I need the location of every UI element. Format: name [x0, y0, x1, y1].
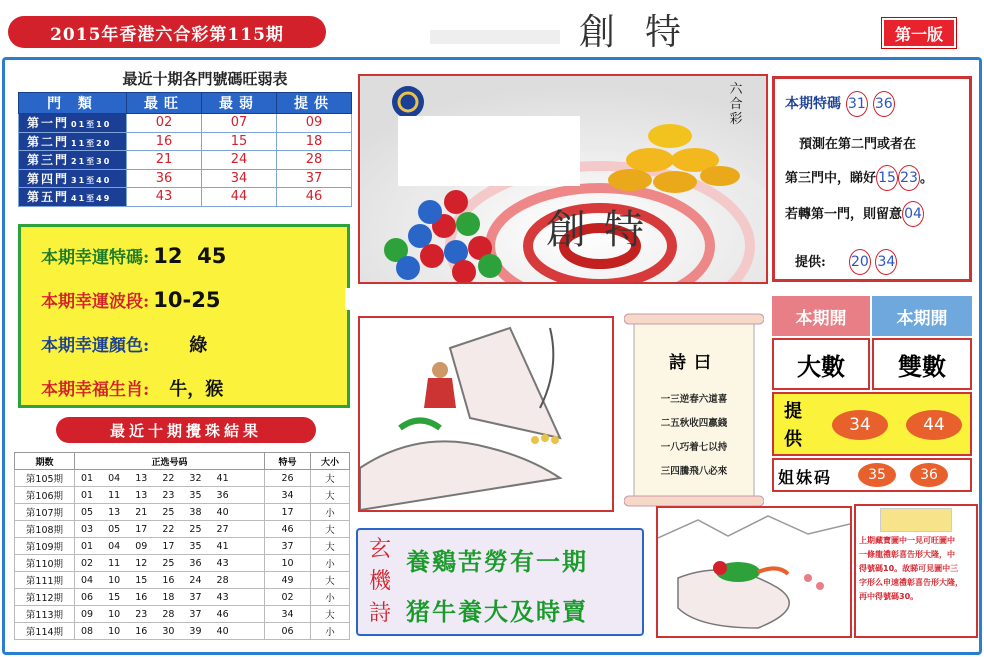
special-cell: 49	[265, 572, 311, 589]
numbers-cell: 08 10 16 30 39 40	[75, 623, 265, 640]
poem-line: 一三逆春六道喜	[660, 394, 728, 405]
period-cell: 第105期	[15, 470, 75, 487]
hot-cold-row	[19, 132, 352, 151]
special-cell: 10	[265, 555, 311, 572]
table-row	[15, 555, 350, 572]
col-header: 門 類	[19, 93, 127, 114]
period-cell: 第106期	[15, 487, 75, 504]
numbers-cell: 05 13 21 25 38 40	[75, 504, 265, 521]
offer-value: 09	[277, 114, 352, 133]
lucky-color-value: 綠	[189, 335, 208, 356]
offer-number: 34	[832, 410, 888, 440]
poster-image	[358, 74, 768, 284]
prediction-number: 04	[902, 201, 924, 227]
numbers-cell: 04 10 15 16 24 28	[75, 572, 265, 589]
period-cell: 第111期	[15, 572, 75, 589]
size-cell: 小	[311, 504, 350, 521]
period-cell: 第114期	[15, 623, 75, 640]
hot-cold-row	[19, 114, 352, 133]
cold-value: 44	[202, 188, 277, 207]
hot-value: 43	[127, 188, 202, 207]
issue-title: 2015年香港六合彩第115期	[8, 16, 326, 48]
size-cell: 大	[311, 572, 350, 589]
lucky-special-value: 12 45	[153, 244, 227, 268]
hot-value: 36	[127, 169, 202, 188]
numbers-cell: 01 04 09 17 35 41	[75, 538, 265, 555]
results-title: 最近十期攪珠結果	[56, 417, 316, 443]
double-number-label: 雙數	[872, 338, 972, 390]
door-label: 第四門 31至40	[19, 169, 127, 188]
col-header: 最旺	[127, 93, 202, 114]
prediction-line: 第三門中，睇好	[785, 171, 877, 186]
prediction-number: 15	[876, 165, 898, 191]
poster-brand: 創特	[546, 207, 662, 253]
special-cell: 02	[265, 589, 311, 606]
size-cell: 大	[311, 606, 350, 623]
door-label: 第二門 11至20	[19, 132, 127, 151]
poem-title: 詩曰	[669, 353, 719, 373]
table-row	[15, 521, 350, 538]
offer-number: 34	[875, 249, 897, 275]
lucky-box	[18, 224, 350, 408]
table-row	[15, 487, 350, 504]
offer-number: 20	[849, 249, 871, 275]
special-cell: 17	[265, 504, 311, 521]
offer-label: 提供:	[795, 255, 826, 270]
hint-lines	[856, 534, 976, 604]
numbers-cell: 09 10 23 28 37 46	[75, 606, 265, 623]
open-label: 本期開	[872, 296, 972, 336]
mystic-label: 玄機詩	[368, 537, 391, 626]
size-cell: 小	[311, 589, 350, 606]
lucky-zodiac-label: 本期幸福生肖:	[41, 380, 150, 400]
door-label: 第一門 01至10	[19, 114, 127, 133]
numbers-cell: 01 11 13 23 35 36	[75, 487, 265, 504]
sister-number: 35	[858, 463, 896, 487]
hot-cold-table	[18, 92, 352, 207]
liuhe-label: 六合彩	[729, 82, 743, 127]
hint-line: 上期藏寶圖中一見可旺圖中	[859, 536, 955, 545]
special-number-box	[772, 76, 972, 282]
riddle-scene-image	[358, 316, 614, 512]
poem-line: 一八巧着七以持	[660, 442, 728, 453]
hot-value: 21	[127, 151, 202, 170]
table-row	[15, 606, 350, 623]
hot-cold-table-title: 最近十期各門號碼旺弱表	[122, 70, 288, 88]
special-cell: 34	[265, 606, 311, 623]
period-cell: 第109期	[15, 538, 75, 555]
col-header: 提供	[277, 93, 352, 114]
lucky-zodiac-value: 牛，猴	[169, 379, 224, 400]
table-row	[15, 589, 350, 606]
offer-number: 44	[906, 410, 962, 440]
period-cell: 第110期	[15, 555, 75, 572]
special-cell: 46	[265, 521, 311, 538]
size-cell: 小	[311, 555, 350, 572]
main-title: 創特	[578, 11, 711, 53]
offer-value: 18	[277, 132, 352, 151]
hint-line: 一條龍禮彰喜告形大隆，中	[859, 550, 955, 559]
cold-value: 07	[202, 114, 277, 133]
mystic-line: 猪牛養大及時賣	[406, 597, 588, 626]
table-row	[15, 470, 350, 487]
dragon-landscape-illustration	[658, 508, 850, 636]
dragon-scene-image	[656, 506, 852, 638]
col-header: 期数	[15, 453, 75, 470]
prediction-line: 預測在第二門或者在	[799, 137, 917, 152]
hint-box	[854, 504, 978, 638]
numbers-cell: 06 15 16 18 37 43	[75, 589, 265, 606]
sister-number: 36	[910, 463, 948, 487]
results-table	[14, 452, 350, 640]
lucky-special-label: 本期幸運特碼:	[41, 248, 150, 268]
poem-line: 三四騰飛八必來	[660, 466, 728, 477]
offer-label: 提供	[784, 401, 802, 450]
table-row	[15, 572, 350, 589]
special-cell: 06	[265, 623, 311, 640]
numbers-cell: 02 11 12 25 36 43	[75, 555, 265, 572]
special-cell: 37	[265, 538, 311, 555]
offer-value: 46	[277, 188, 352, 207]
special-number: 31	[846, 91, 868, 117]
offer-value: 37	[277, 169, 352, 188]
mountain-figure-illustration	[360, 318, 612, 510]
table-row	[15, 538, 350, 555]
lucky-band-label: 本期幸運波段:	[41, 292, 150, 312]
prediction-number: 23	[898, 165, 920, 191]
hot-cold-row	[19, 188, 352, 207]
table-row	[15, 504, 350, 521]
big-double-panel	[772, 296, 972, 496]
size-cell: 大	[311, 538, 350, 555]
hint-line: 得號碼10。故睇可見圖中三	[859, 564, 959, 573]
col-header: 正选号码	[75, 453, 265, 470]
big-number-label: 大數	[772, 338, 870, 390]
special-cell: 26	[265, 470, 311, 487]
poem-line: 二五秋收四嬴錢	[660, 418, 728, 429]
special-cell: 34	[265, 487, 311, 504]
lucky-color-label: 本期幸運顏色:	[41, 336, 150, 356]
prediction-line: 若轉第一門，則留意	[785, 207, 903, 222]
hot-cold-row	[19, 151, 352, 170]
mystic-poem-box	[356, 528, 644, 636]
lucky-band-value: 10-25	[153, 288, 221, 312]
cold-value: 24	[202, 151, 277, 170]
poem-scroll	[624, 312, 764, 508]
sister-label: 姐妹码	[778, 468, 833, 487]
numbers-cell: 01 04 13 22 32 41	[75, 470, 265, 487]
edition-badge: 第一版	[882, 18, 956, 48]
period-cell: 第113期	[15, 606, 75, 623]
blur-mask	[430, 30, 560, 44]
period-cell: 第107期	[15, 504, 75, 521]
hint-thumbnail	[880, 508, 952, 532]
col-header: 特号	[265, 453, 311, 470]
special-label: 本期特碼	[785, 96, 841, 112]
special-number: 36	[873, 91, 895, 117]
cold-value: 34	[202, 169, 277, 188]
size-cell: 大	[311, 521, 350, 538]
offer-value: 28	[277, 151, 352, 170]
hot-cold-row	[19, 169, 352, 188]
table-row	[15, 623, 350, 640]
period-cell: 第108期	[15, 521, 75, 538]
door-label: 第五門 41至49	[19, 188, 127, 207]
door-label: 第三門 21至30	[19, 151, 127, 170]
poem-lines	[624, 388, 764, 484]
size-cell: 大	[311, 487, 350, 504]
cold-value: 15	[202, 132, 277, 151]
open-label: 本期開	[772, 296, 870, 336]
hot-value: 02	[127, 114, 202, 133]
col-header: 最弱	[202, 93, 277, 114]
hot-value: 16	[127, 132, 202, 151]
mystic-line: 養鷄苦勞有一期	[406, 547, 588, 576]
hint-line: 再中得號碼30。	[859, 592, 919, 601]
size-cell: 大	[311, 470, 350, 487]
period-cell: 第112期	[15, 589, 75, 606]
hint-line: 字形么申速禮彰喜告形大隆，	[859, 578, 963, 587]
size-cell: 小	[311, 623, 350, 640]
col-header: 大小	[311, 453, 350, 470]
blur-mask	[345, 288, 765, 310]
numbers-cell: 03 05 17 22 25 27	[75, 521, 265, 538]
prediction-line: 。	[920, 171, 934, 186]
